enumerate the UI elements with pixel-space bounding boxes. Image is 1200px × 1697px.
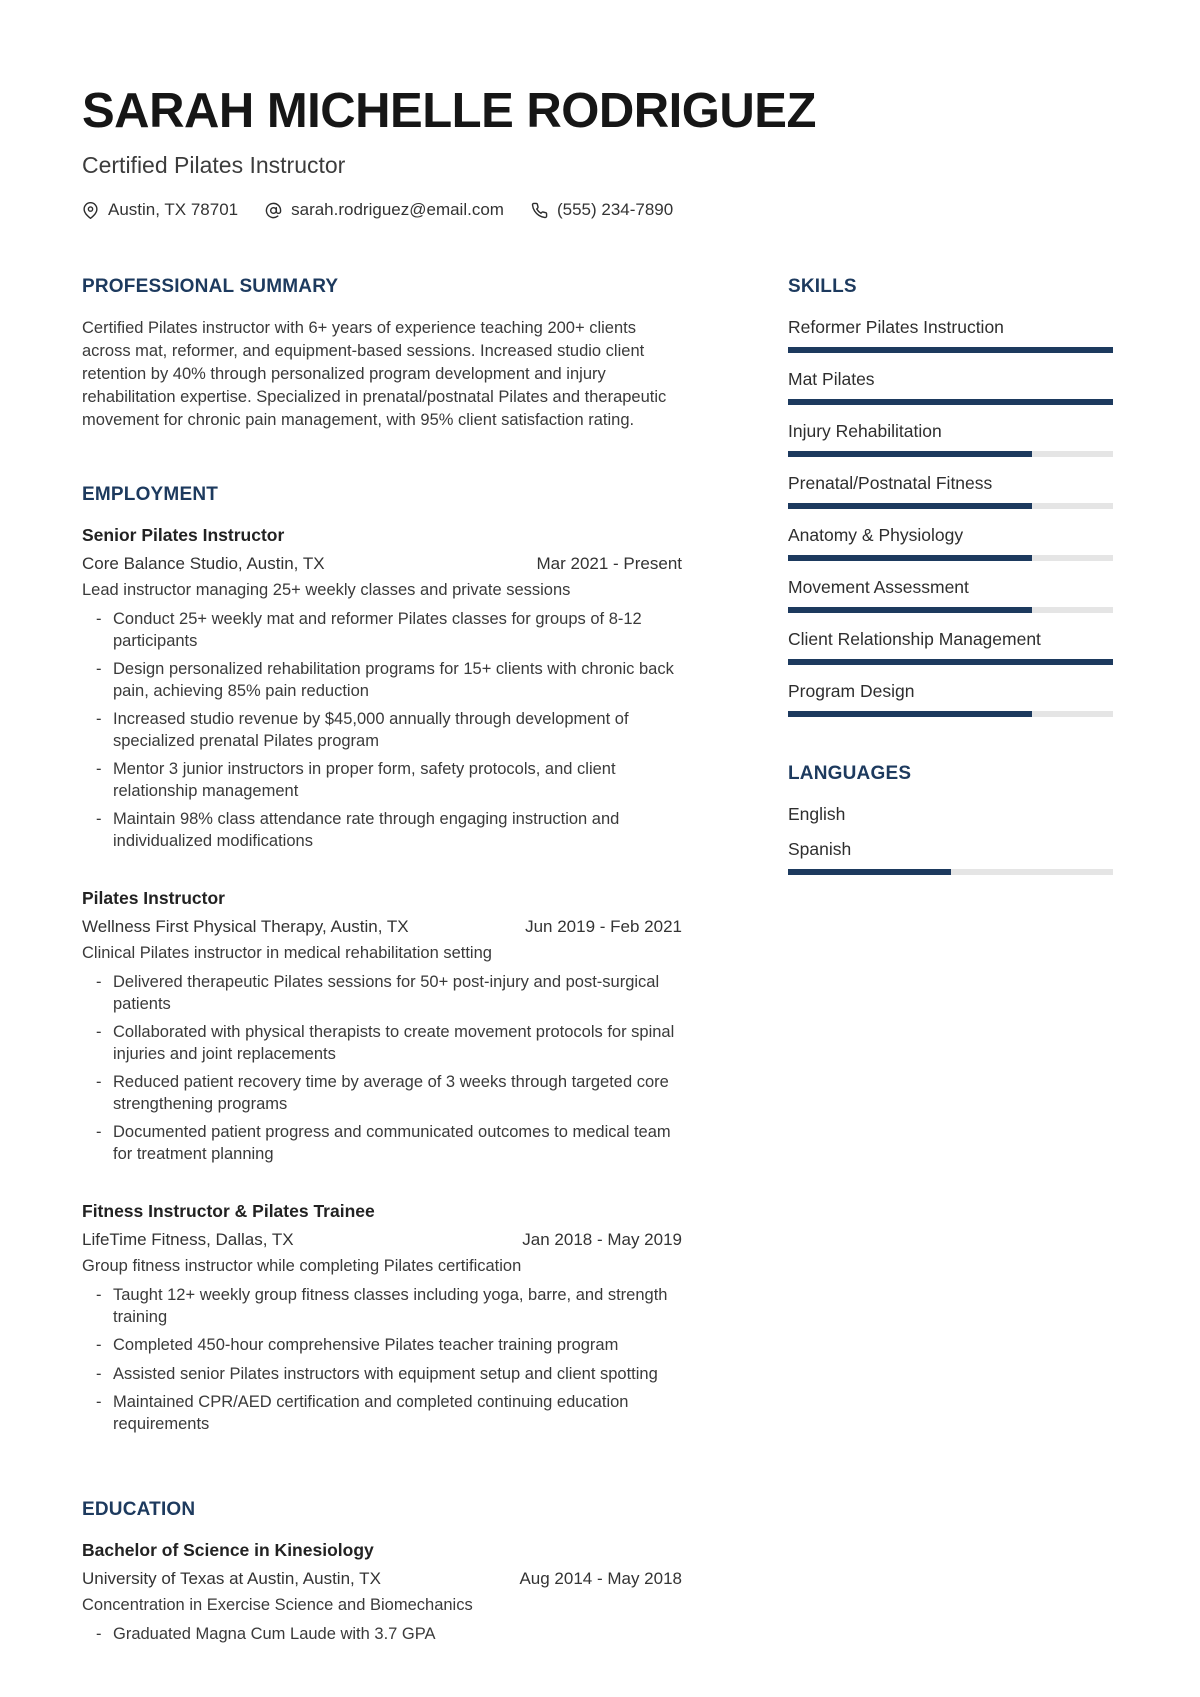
meter-label: Program Design <box>788 681 915 702</box>
job-meta <box>82 1230 682 1250</box>
section-education <box>82 1499 682 1646</box>
meter-item <box>788 525 1113 561</box>
education-entry <box>82 1540 682 1646</box>
contact-row <box>82 200 1113 220</box>
bullet-dash: - <box>96 1364 102 1383</box>
bullet-dash: - <box>96 810 102 829</box>
location-pin-icon <box>82 202 99 219</box>
contact-location-text: Austin, TX 78701 <box>108 200 239 220</box>
meter-label: Spanish <box>788 839 852 860</box>
bullet-item <box>82 1022 682 1065</box>
languages-heading: LANGUAGES <box>788 763 912 785</box>
meter-label: Prenatal/Postnatal Fitness <box>788 473 993 494</box>
meter-track <box>788 711 1113 717</box>
phone-icon <box>531 202 548 219</box>
resume-headline: Certified Pilates Instructor <box>82 152 346 179</box>
bullet-dash: - <box>96 660 102 679</box>
skills-list <box>788 317 1113 717</box>
meter-fill <box>788 555 1032 561</box>
bullet-dash: - <box>96 1123 102 1142</box>
job-bullets <box>82 972 682 1165</box>
bullet-item <box>82 809 682 852</box>
bullet-text: Increased studio revenue by $45,000 annually through development of specialized prenatal Pilates program <box>113 710 629 750</box>
meter-track <box>788 347 1113 353</box>
bullet-item <box>82 759 682 802</box>
education-school: University of Texas at Austin, Austin, TX <box>82 1569 381 1589</box>
meter-label: Movement Assessment <box>788 577 969 598</box>
resume-name: SARAH MICHELLE RODRIGUEZ <box>82 84 816 138</box>
bullet-text: Documented patient progress and communicated outcomes to medical team for treatment planning <box>113 1123 671 1163</box>
left-column <box>82 276 682 1646</box>
bullet-dash: - <box>96 1336 102 1355</box>
bullet-text: Assisted senior Pilates instructors with equipment setup and client spotting <box>113 1364 658 1383</box>
bullet-dash: - <box>96 1286 102 1305</box>
meter-item <box>788 804 1113 825</box>
bullet-text: Reduced patient recovery time by average of 3 weeks through targeted core strengthening programs <box>113 1073 669 1113</box>
bullet-text: Mentor 3 junior instructors in proper form, safety protocols, and client relationship management <box>113 760 616 800</box>
job-company: LifeTime Fitness, Dallas, TX <box>82 1230 294 1250</box>
job-entry <box>82 888 682 1165</box>
bullet-text: Collaborated with physical therapists to create movement protocols for spinal injuries and joint replacements <box>113 1023 675 1063</box>
job-title: Senior Pilates Instructor <box>82 525 285 546</box>
education-bullets <box>82 1624 682 1646</box>
bullet-dash: - <box>96 760 102 779</box>
section-languages <box>788 763 1113 875</box>
meter-label: Anatomy & Physiology <box>788 525 964 546</box>
meter-label: Mat Pilates <box>788 369 875 390</box>
job-description: Clinical Pilates instructor in medical rehabilitation setting <box>82 944 492 963</box>
bullet-text: Conduct 25+ weekly mat and reformer Pilates classes for groups of 8-12 participants <box>113 610 642 650</box>
bullet-text: Delivered therapeutic Pilates sessions for 50+ post-injury and post-surgical patients <box>113 973 660 1013</box>
job-entry <box>82 525 682 852</box>
job-company: Wellness First Physical Therapy, Austin, TX <box>82 917 409 937</box>
resume-header <box>82 86 1113 220</box>
summary-text: Certified Pilates instructor with 6+ years of experience teaching 200+ clients across mat, reformer, and equipment-based sessions. Increased studio client retention by 40% through personalized program development and injury rehabilitation expertise. Specialized in prenatal/postnatal Pilates and therapeutic movement for chronic pain management, with 95% client satisfaction rating. <box>82 319 667 430</box>
bullet-text: Graduated Magna Cum Laude with 3.7 GPA <box>113 1625 436 1644</box>
job-dates: Mar 2021 - Present <box>536 554 682 574</box>
meter-label: Injury Rehabilitation <box>788 421 942 442</box>
meter-track <box>788 869 1113 875</box>
meter-item <box>788 629 1113 665</box>
contact-location <box>82 200 238 220</box>
bullet-item <box>82 1285 682 1328</box>
bullet-item <box>82 659 682 702</box>
contact-email-text: sarah.rodriguez@email.com <box>291 200 504 220</box>
education-description: Concentration in Exercise Science and Biomechanics <box>82 1596 473 1615</box>
job-meta <box>82 554 682 574</box>
meter-fill <box>788 711 1032 717</box>
job-company: Core Balance Studio, Austin, TX <box>82 554 325 574</box>
bullet-dash: - <box>96 1073 102 1092</box>
education-meta <box>82 1569 682 1589</box>
meter-item <box>788 681 1113 717</box>
contact-phone <box>531 200 673 220</box>
meter-item <box>788 839 1113 875</box>
bullet-text: Maintain 98% class attendance rate through engaging instruction and individualized modifications <box>113 810 620 850</box>
section-professional-summary <box>82 276 682 432</box>
summary-heading: PROFESSIONAL SUMMARY <box>82 276 339 298</box>
meter-track <box>788 503 1113 509</box>
skills-heading: SKILLS <box>788 276 857 298</box>
resume-columns <box>82 276 1113 1646</box>
education-dates: Aug 2014 - May 2018 <box>519 1569 682 1589</box>
meter-track <box>788 451 1113 457</box>
bullet-item <box>82 1624 682 1646</box>
meter-track <box>788 607 1113 613</box>
meter-fill <box>788 451 1032 457</box>
job-entry <box>82 1201 682 1435</box>
section-employment <box>82 484 682 1435</box>
education-degree: Bachelor of Science in Kinesiology <box>82 1540 374 1561</box>
meter-item <box>788 421 1113 457</box>
employment-heading: EMPLOYMENT <box>82 484 219 506</box>
bullet-dash: - <box>96 1393 102 1412</box>
meter-fill <box>788 607 1032 613</box>
bullet-text: Design personalized rehabilitation programs for 15+ clients with chronic back pain, achieving 85% pain reduction <box>113 660 674 700</box>
meter-fill <box>788 503 1032 509</box>
meter-track <box>788 555 1113 561</box>
bullet-dash: - <box>96 710 102 729</box>
bullet-item <box>82 709 682 752</box>
meter-track <box>788 399 1113 405</box>
meter-label: Client Relationship Management <box>788 629 1041 650</box>
job-title: Fitness Instructor & Pilates Trainee <box>82 1201 375 1222</box>
job-meta <box>82 917 682 937</box>
contact-phone-text: (555) 234-7890 <box>556 200 674 220</box>
bullet-text: Maintained CPR/AED certification and completed continuing education requirements <box>113 1393 629 1433</box>
meter-item <box>788 577 1113 613</box>
bullet-item <box>82 972 682 1015</box>
meter-label: Reformer Pilates Instruction <box>788 317 1004 338</box>
bullet-item <box>82 1072 682 1115</box>
meter-label: English <box>788 804 846 825</box>
job-description: Group fitness instructor while completing Pilates certification <box>82 1257 522 1276</box>
meter-item <box>788 369 1113 405</box>
job-bullets <box>82 609 682 852</box>
job-dates: Jun 2019 - Feb 2021 <box>525 917 682 937</box>
meter-fill <box>788 399 1113 405</box>
bullet-text: Completed 450-hour comprehensive Pilates teacher training program <box>113 1336 619 1355</box>
bullet-dash: - <box>96 1023 102 1042</box>
bullet-item <box>82 609 682 652</box>
bullet-text: Taught 12+ weekly group fitness classes including yoga, barre, and strength training <box>113 1286 668 1326</box>
meter-track <box>788 659 1113 665</box>
meter-item <box>788 317 1113 353</box>
meter-fill <box>788 347 1113 353</box>
right-column <box>788 276 1113 1646</box>
at-sign-icon <box>265 202 282 219</box>
job-description: Lead instructor managing 25+ weekly classes and private sessions <box>82 581 571 600</box>
jobs-list <box>82 525 682 1435</box>
bullet-item <box>82 1122 682 1165</box>
contact-email <box>265 200 504 220</box>
bullet-dash: - <box>96 610 102 629</box>
bullet-dash: - <box>96 1625 102 1644</box>
job-dates: Jan 2018 - May 2019 <box>522 1230 682 1250</box>
bullet-item <box>82 1335 682 1357</box>
languages-list <box>788 804 1113 875</box>
bullet-dash: - <box>96 973 102 992</box>
meter-fill <box>788 659 1113 665</box>
section-skills <box>788 276 1113 717</box>
meter-fill <box>788 869 951 875</box>
education-heading: EDUCATION <box>82 1499 196 1521</box>
bullet-item <box>82 1364 682 1386</box>
meter-item <box>788 473 1113 509</box>
bullet-item <box>82 1392 682 1435</box>
job-bullets <box>82 1285 682 1435</box>
job-title: Pilates Instructor <box>82 888 225 909</box>
